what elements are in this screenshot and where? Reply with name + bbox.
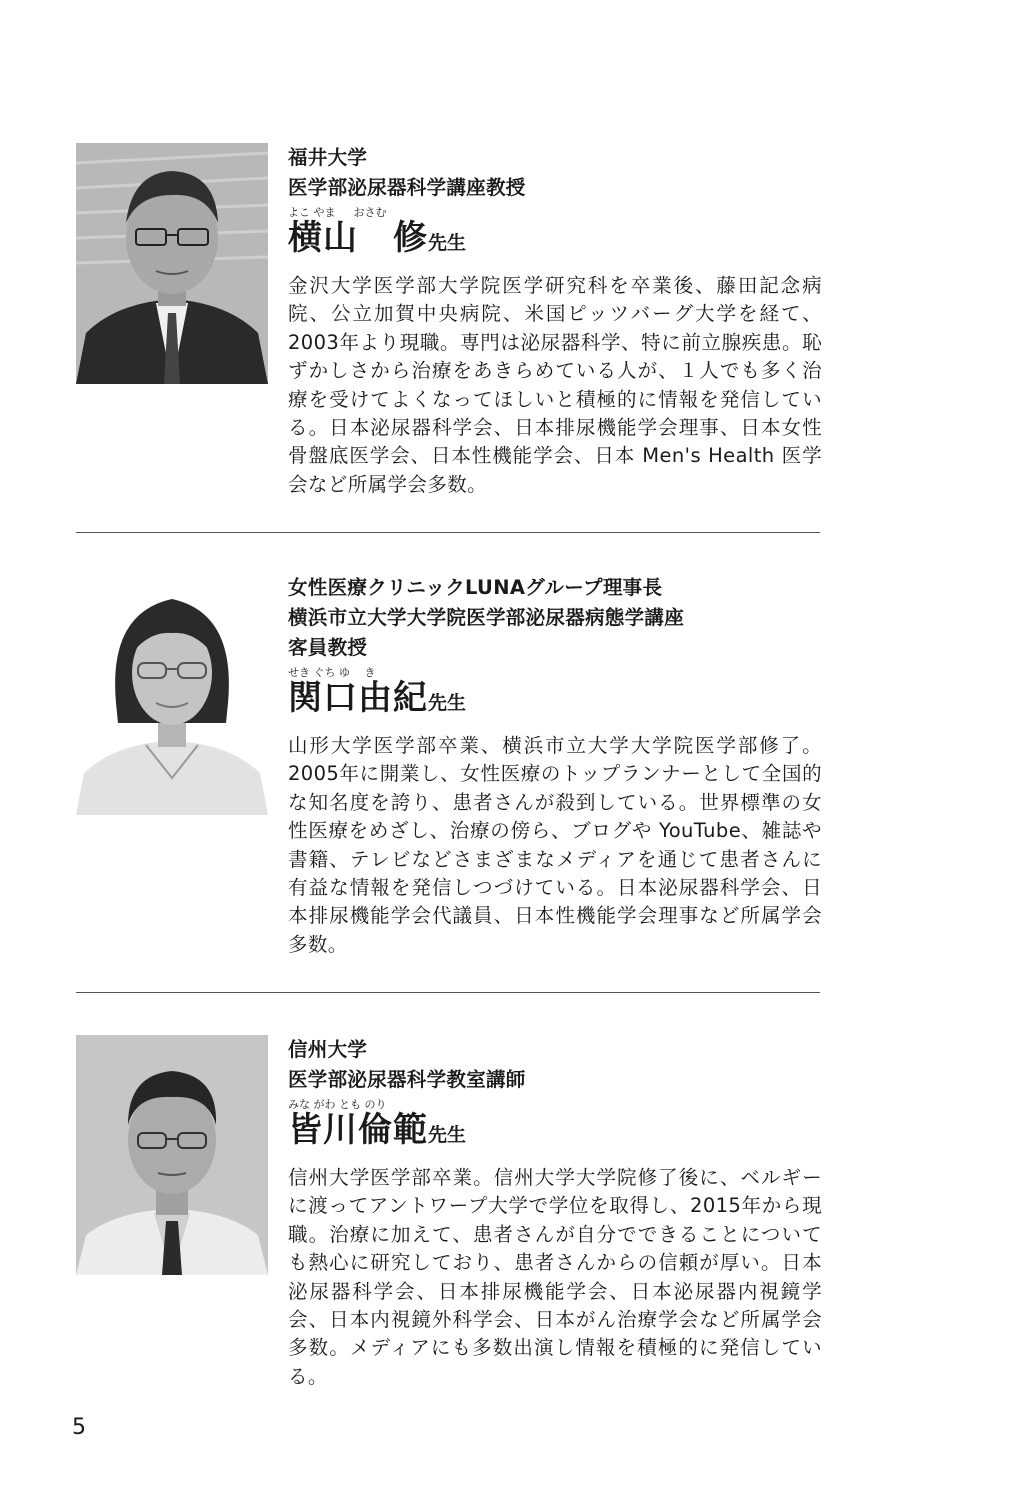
name-text: 皆川倫範 [288, 1110, 428, 1150]
biography: 信州大学医学部卒業。信州大学大学院修了後に、ベルギーに渡ってアントワープ大学で学位を取得し、2015年から現職。治療に加えて、患者さんが自分でできることについても熱心に研究しており、患者さんからの信頼が厚い。日本泌尿器科学会、日本排尿機能学会、日本泌尿器内視鏡学会、日本内視鏡外科学会、日本がん治療学会など所属学会多数。メディアにも多数出演し情報を積極的に発信している。 [288, 1166, 822, 1388]
profile-info-sekiguchi [288, 573, 822, 959]
portrait-photo-sekiguchi [76, 573, 268, 815]
name-reading: みな がわ とも のり [288, 1098, 387, 1111]
profile-info-minagawa [288, 1035, 822, 1391]
doctor-name [288, 219, 822, 262]
doctor-name [288, 679, 822, 722]
name-text: 関口由紀 [288, 678, 428, 718]
biography: 金沢大学医学部大学院医学研究科を卒業後、藤田記念病院、公立加賀中央病院、米国ピッツバーグ大学を経て、2003年より現職。専門は泌尿器科学、特に前立腺疾患。恥ずかしさから治療をあきらめている人が、１人でも多く治療を受けてよくなってほしいと積極的に情報を発信している。日本泌尿器科学会、日本排尿機能学会理事、日本女性骨盤底医学会、日本性機能学会、日本 Men's Health 医学会など所属学会多数。 [288, 274, 822, 496]
affiliation-line: 横浜市立大学大学院医学部泌尿器病態学講座 [288, 606, 685, 629]
profile-info-yokoyama [288, 143, 822, 499]
affiliation-line: 福井大学 [288, 146, 368, 169]
affiliation-line: 信州大学 [288, 1038, 368, 1061]
affiliation-line: 客員教授 [288, 636, 368, 659]
name-text: 横山 修 [288, 218, 428, 258]
portrait-photo-yokoyama [76, 143, 268, 384]
name-reading: よこ やま おさむ [288, 206, 387, 219]
section-divider [76, 532, 820, 533]
honorific: 先生 [428, 232, 467, 254]
affiliation-line: 女性医療クリニックLUNAグループ理事長 [288, 576, 663, 599]
section-divider [76, 992, 820, 993]
doctor-name [288, 1111, 822, 1154]
page-number: 5 [72, 1415, 86, 1440]
honorific: 先生 [428, 692, 467, 714]
affiliation-line: 医学部泌尿器科学教室講師 [288, 1068, 526, 1091]
affiliation-line: 医学部泌尿器科学講座教授 [288, 176, 526, 199]
portrait-photo-minagawa [76, 1035, 268, 1275]
biography: 山形大学医学部卒業、横浜市立大学大学院医学部修了。2005年に開業し、女性医療のトップランナーとして全国的な知名度を誇り、患者さんが殺到している。世界標準の女性医療をめざし、治療の傍ら、ブログや YouTube、雑誌や書籍、テレビなどさまざまなメディアを通じて患者さんに有益な情報を発信しつづけている。日本泌尿器科学会、日本排尿機能学会代議員、日本性機能学会理事など所属学会多数。 [288, 734, 822, 956]
name-reading: せき ぐち ゆ き [288, 666, 376, 679]
honorific: 先生 [428, 1124, 467, 1146]
